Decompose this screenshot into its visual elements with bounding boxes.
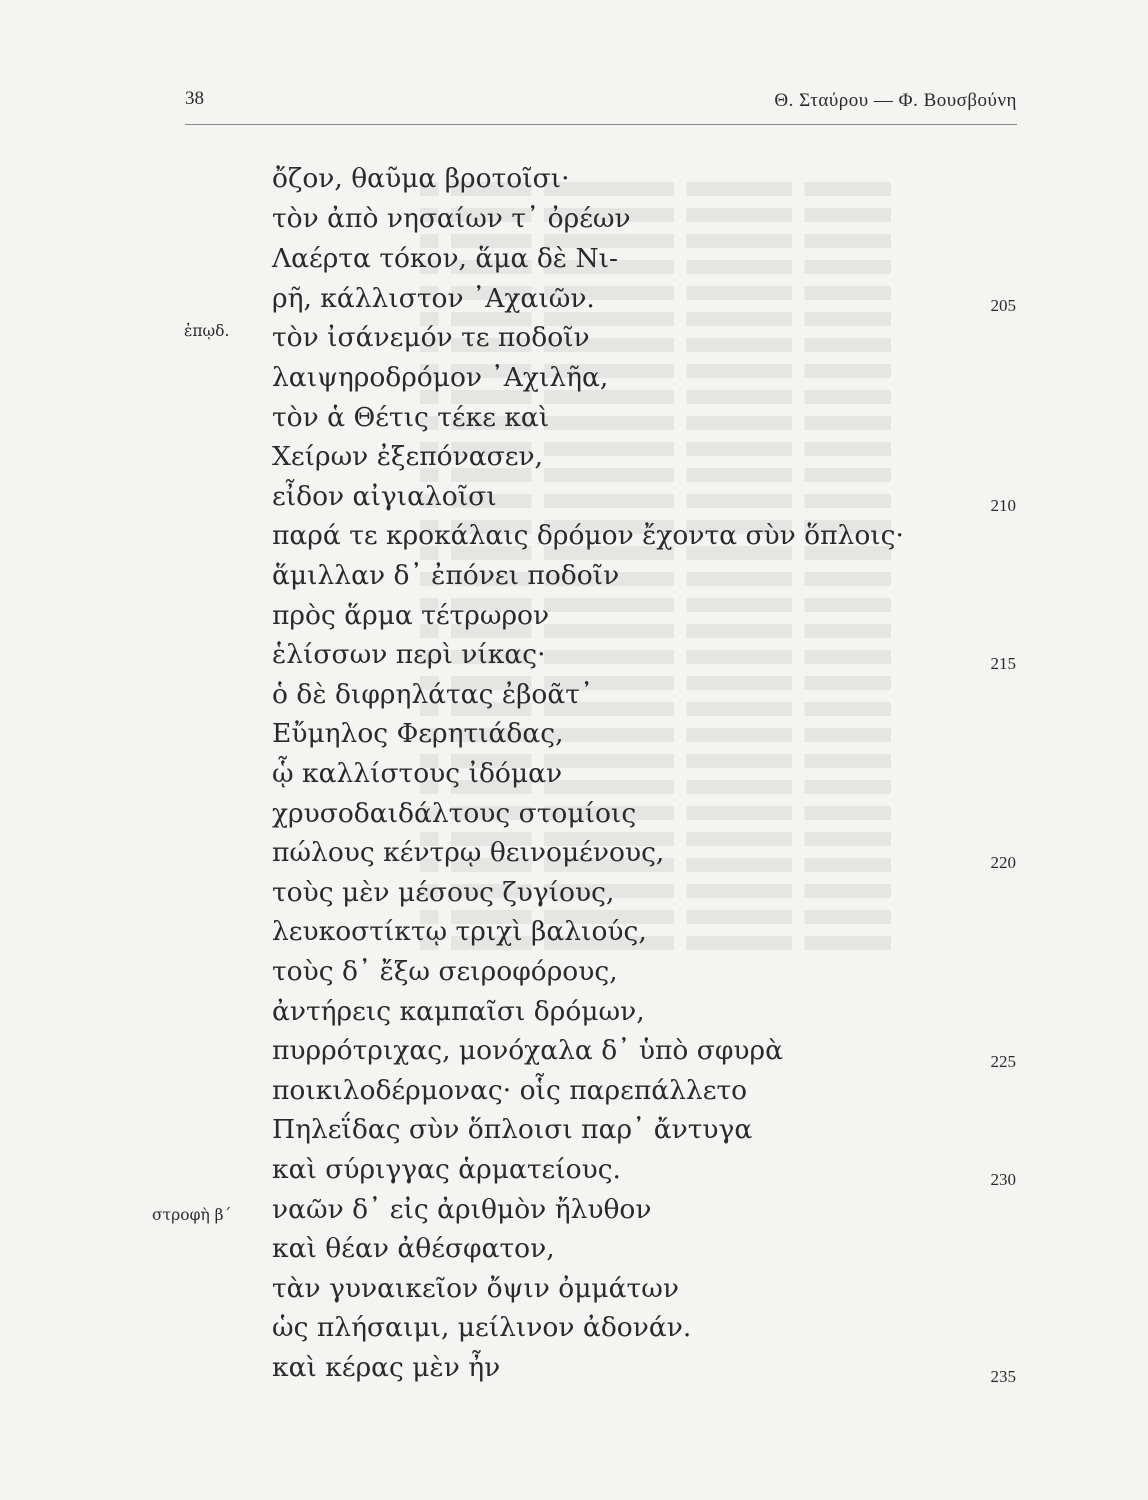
verse-line: ἀντήρεις καμπαῖσι δρόμων,: [272, 996, 645, 1027]
line-number: 230: [990, 1170, 1016, 1189]
running-head: Θ. Σταύρου — Φ. Βουσβούνη: [774, 90, 1017, 111]
line-number: 220: [990, 853, 1016, 872]
verse-line: Εὔμηλος Φερητιάδας,: [272, 718, 564, 749]
verse-line: πώλους κέντρῳ θεινομένους,: [272, 837, 665, 868]
line-number: 225: [990, 1052, 1016, 1071]
verse-line: ρῆ, κάλλιστον ᾽Αχαιῶν.: [272, 283, 595, 314]
verse-line: τοὺς δ᾽ ἔξω σειροφόρους,: [272, 956, 618, 987]
page-header: [185, 88, 1017, 118]
line-number: 205: [990, 296, 1016, 315]
page-number: 38: [185, 88, 204, 109]
verse-line: καὶ θέαν ἀθέσφατον,: [272, 1233, 555, 1264]
verse-line: ὄζον, θαῦμα βροτοῖσι·: [272, 163, 570, 194]
verse-line: ἑλίσσων περὶ νίκας·: [272, 639, 546, 670]
verse-line: εἶδον αἰγιαλοῖσι: [272, 481, 497, 512]
verse-line: Χείρων ἐξεπόνασεν,: [272, 441, 543, 472]
verse-line: ἅμιλλαν δ᾽ ἐπόνει ποδοῖν: [272, 560, 620, 591]
margin-note-epode: ἐπῳδ.: [184, 322, 230, 340]
verse-line: καὶ κέρας μὲν ἦν: [272, 1352, 501, 1383]
verse-line: πυρρότριχας, μονόχαλα δ᾽ ὑπὸ σφυρὰ: [272, 1035, 783, 1066]
verse-line: τὰν γυναικεῖον ὄψιν ὀμμάτων: [272, 1273, 679, 1304]
margin-note-strophe: στροφὴ β΄: [152, 1206, 232, 1224]
verse-line: λευκοστίκτῳ τριχὶ βαλιούς,: [272, 916, 647, 947]
verse-line: τὸν ἀπὸ νησαίων τ᾽ ὀρέων: [272, 203, 631, 234]
verse-line: Λαέρτα τόκον, ἅμα δὲ Νι-: [272, 243, 618, 274]
verse-line: τὸν ἁ Θέτις τέκε καὶ: [272, 402, 550, 433]
verse-line: ᾧ καλλίστους ἰδόμαν: [272, 758, 563, 789]
line-number: 210: [990, 496, 1016, 515]
header-rule: [185, 124, 1017, 125]
verse-line: ποικιλοδέρμονας· οἷς παρεπάλλετο: [272, 1075, 748, 1106]
verse-line: χρυσοδαιδάλτους στομίοις: [272, 798, 637, 829]
verse-line: ὁ δὲ διφρηλάτας ἐβοᾶτ᾽: [272, 679, 594, 710]
verse-line: ναῶν δ᾽ εἰς ἀριθμὸν ἤλυθον: [272, 1194, 652, 1225]
verse-line: παρά τε κροκάλαις δρόμον ἔχοντα σὺν ὅπλοις·: [272, 520, 904, 551]
verse-line: καὶ σύριγγας ἁρματείους.: [272, 1154, 621, 1185]
line-number: 215: [990, 654, 1016, 673]
verse-line: λαιψηροδρόμον ᾽Αχιλῆα,: [272, 362, 609, 393]
verse-line: ὡς πλήσαιμι, μείλινον ἀδονάν.: [272, 1312, 692, 1343]
verse-line: τοὺς μὲν μέσους ζυγίους,: [272, 877, 615, 908]
verse-line: πρὸς ἅρμα τέτρωρον: [272, 600, 550, 631]
verse-line: τὸν ἰσάνεμόν τε ποδοῖν: [272, 322, 590, 353]
line-number: 235: [990, 1367, 1016, 1386]
verse-line: Πηλεΐδας σὺν ὅπλοισι παρ᾽ ἄντυγα: [272, 1114, 753, 1145]
